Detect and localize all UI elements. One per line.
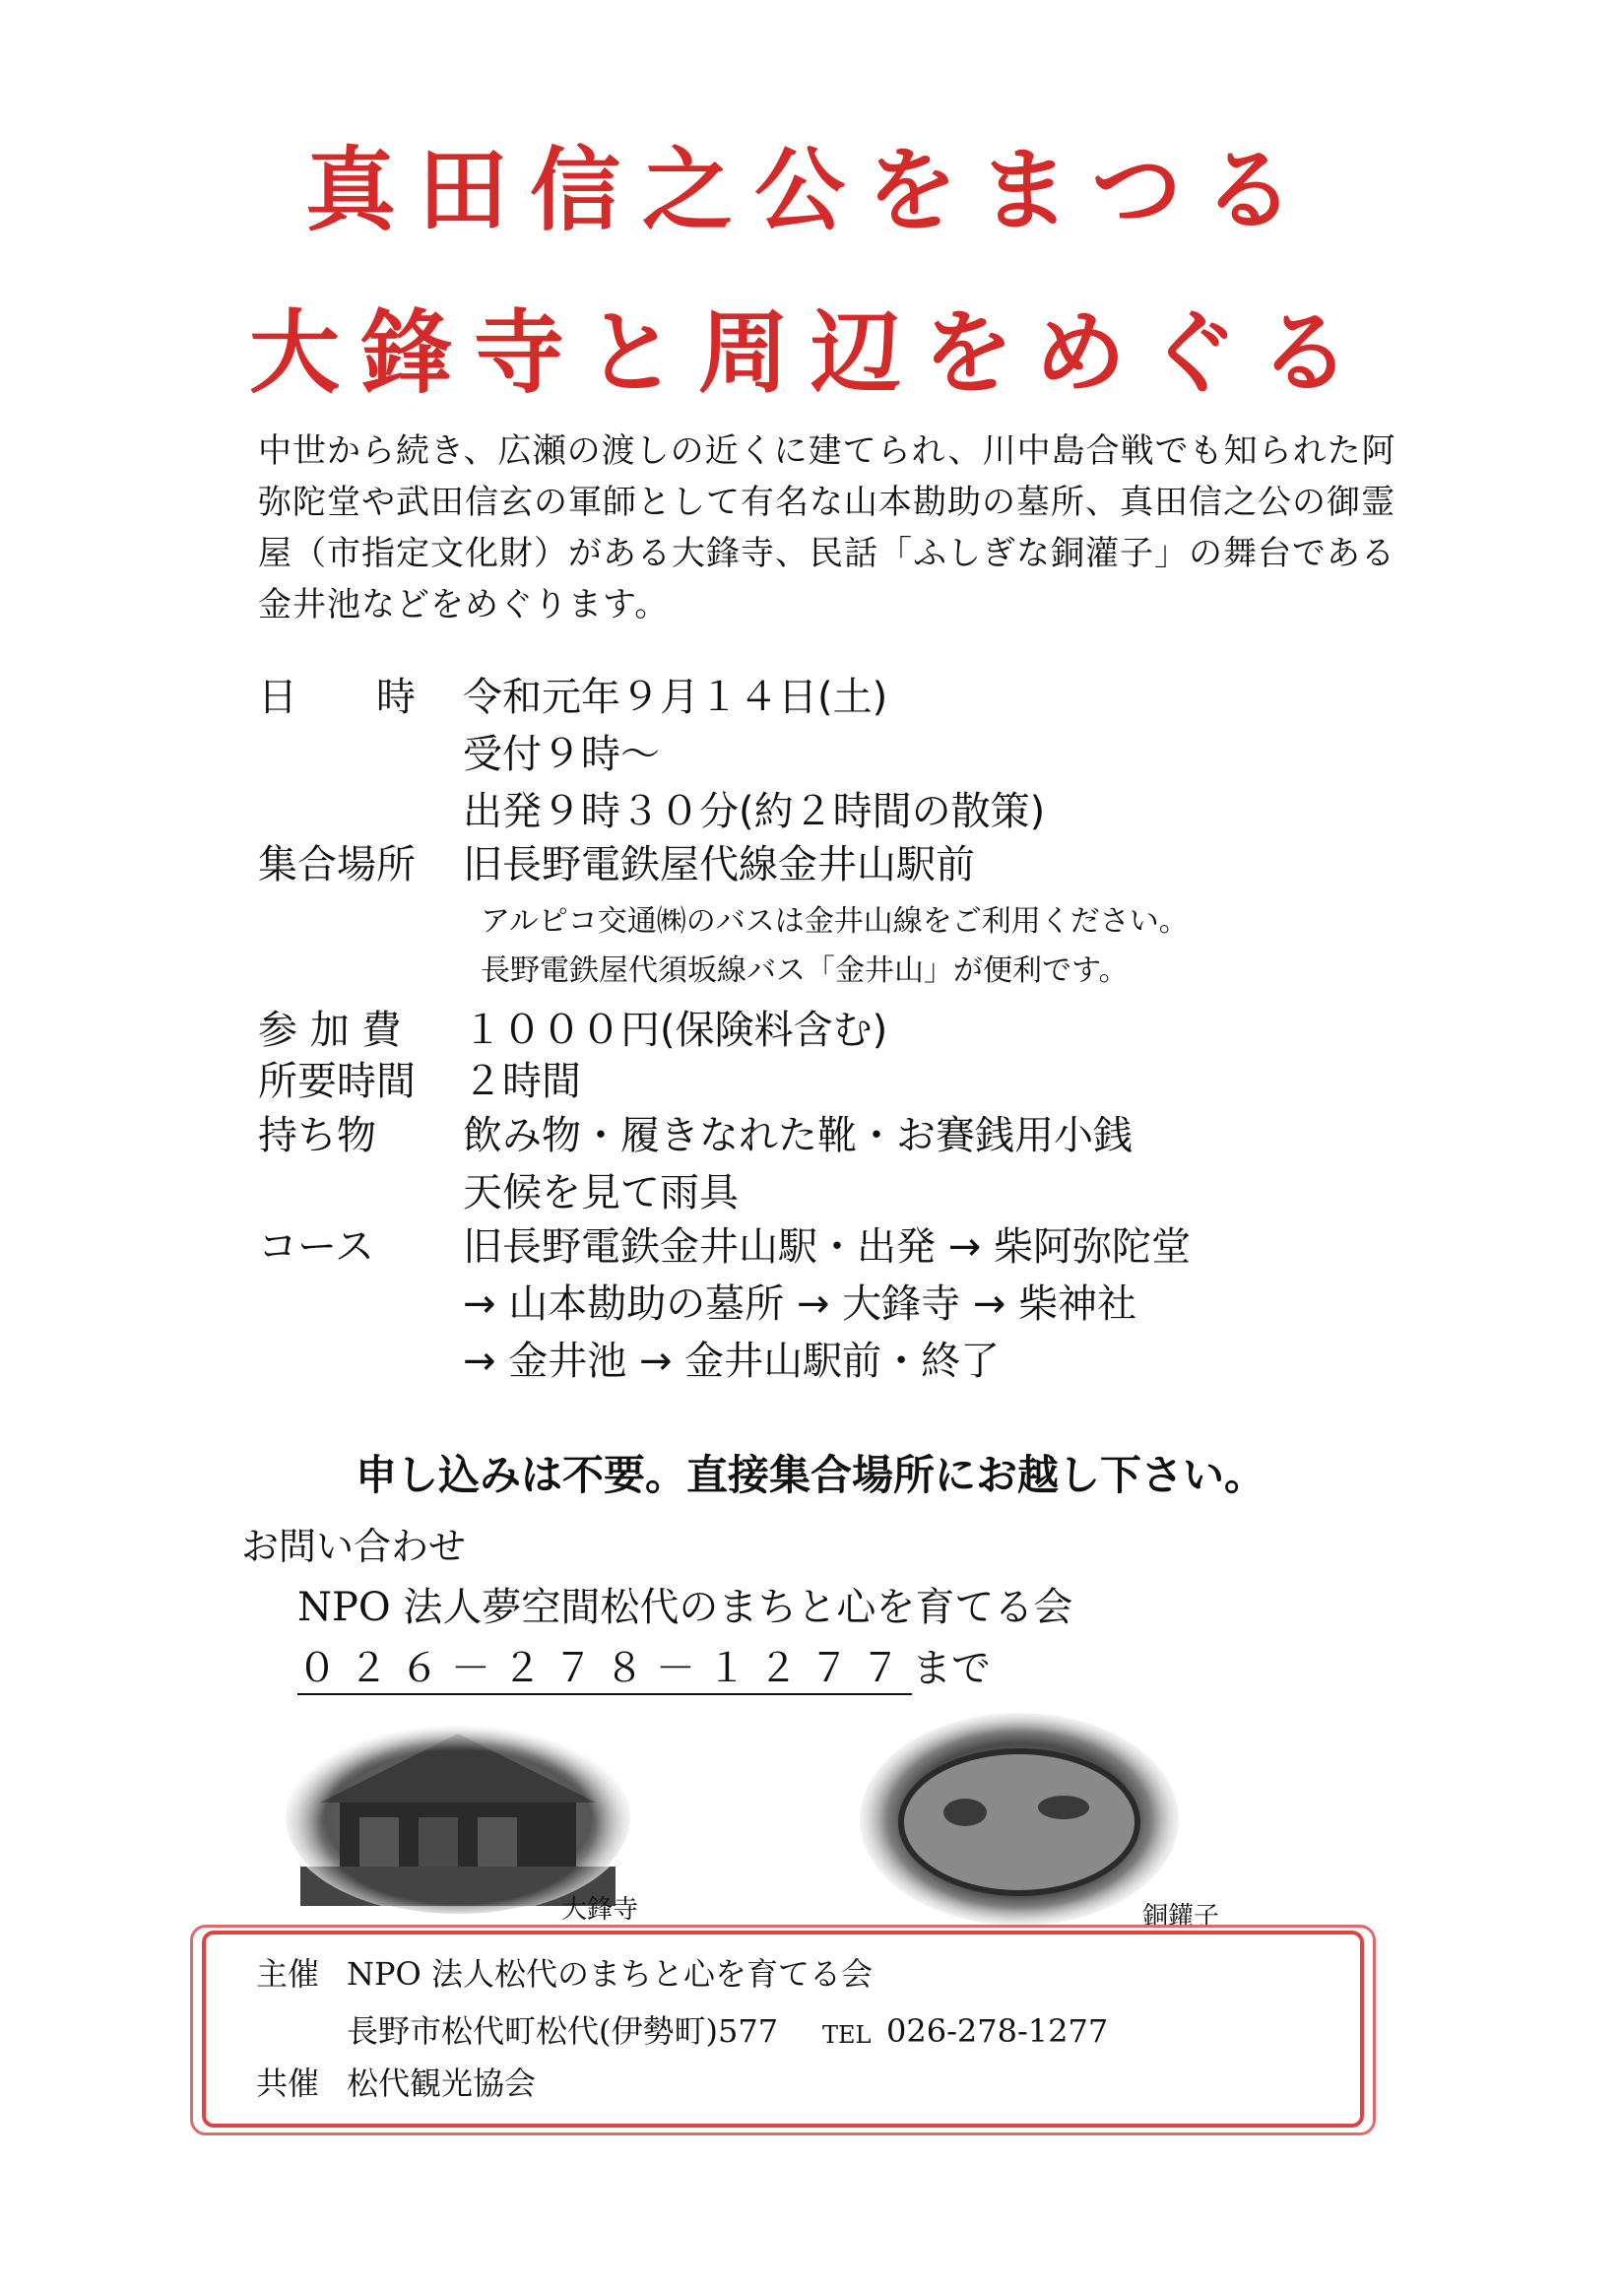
intro-paragraph: 中世から続き、広瀬の渡しの近くに建てられ、川中島合戦でも知られた阿弥陀堂や武田信玄の軍師として有名な山本勘助の墓所、真田信之公の御霊屋（市指定文化財）がある大鋒寺、民話「ふしぎな銅灌子」の舞台である金井池などをめぐります。 bbox=[258, 431, 1396, 624]
items-label: 持ち物 bbox=[258, 1113, 376, 1158]
cohost-label: 共催 bbox=[256, 2065, 320, 2102]
datetime-reception: 受付９時～ bbox=[463, 732, 660, 777]
host-organization: NPO 法人松代のまちと心を育てる会 bbox=[347, 1955, 873, 1993]
meeting-note-1: アルピコ交通㈱のバスは金井山線をご利用ください。 bbox=[481, 904, 1189, 939]
datetime-label: 日 時 bbox=[258, 675, 416, 720]
datetime-departure: 出発９時３０分(約２時間の散策) bbox=[463, 789, 1046, 834]
duration-value: ２時間 bbox=[463, 1059, 581, 1104]
duration-label: 所要時間 bbox=[258, 1059, 416, 1104]
contact-heading: お問い合わせ bbox=[241, 1525, 467, 1568]
course-label: コース bbox=[258, 1224, 374, 1270]
pot-caption: 銅鑵子 bbox=[1142, 1902, 1220, 1932]
host-tel: 026-278-1277 bbox=[886, 2012, 1109, 2050]
meeting-place: 旧長野電鉄屋代線金井山駅前 bbox=[463, 842, 975, 887]
tel-label: TEL bbox=[822, 2021, 872, 2049]
contact-phone-line bbox=[297, 1641, 991, 1696]
title-line-1: 真田信之公をまつる bbox=[304, 137, 1316, 243]
contact-phone-suffix: まで bbox=[912, 1646, 991, 1691]
temple-photo bbox=[281, 1709, 635, 1916]
datetime-date: 令和元年９月１４日(土) bbox=[463, 675, 888, 720]
host-label: 主催 bbox=[256, 1955, 320, 1993]
contact-organization: NPO 法人夢空間松代のまちと心を育てる会 bbox=[297, 1585, 1073, 1630]
meeting-note-2: 長野電鉄屋代須坂線バス「金井山」が便利です。 bbox=[481, 953, 1129, 988]
host-address: 長野市松代町松代(伊勢町)577 bbox=[347, 2012, 779, 2050]
course-line-3: → 金井池 → 金井山駅前・終了 bbox=[463, 1339, 1001, 1384]
course-line-1: 旧長野電鉄金井山駅・出発 → 柴阿弥陀堂 bbox=[463, 1224, 1191, 1270]
title-line-2: 大鋒寺と周辺をめぐる bbox=[248, 299, 1372, 406]
fee-label: 参 加 費 bbox=[258, 1008, 402, 1053]
temple-caption: 大鋒寺 bbox=[561, 1895, 639, 1925]
items-line-1: 飲み物・履きなれた靴・お賽銭用小銭 bbox=[463, 1113, 1133, 1158]
contact-phone-number: ０２６－２７８－１２７７ bbox=[297, 1646, 912, 1695]
pot-photo bbox=[857, 1709, 1182, 1931]
items-line-2: 天候を見て雨具 bbox=[463, 1170, 739, 1215]
cohost-organization: 松代観光協会 bbox=[347, 2065, 537, 2102]
fee-value: １０００円(保険料含む) bbox=[463, 1008, 888, 1053]
no-registration-notice: 申し込みは不要。直接集合場所にお越し下さい。 bbox=[355, 1451, 1265, 1499]
meeting-label: 集合場所 bbox=[258, 842, 416, 887]
course-line-2: → 山本勘助の墓所 → 大鋒寺 → 柴神社 bbox=[463, 1281, 1137, 1327]
